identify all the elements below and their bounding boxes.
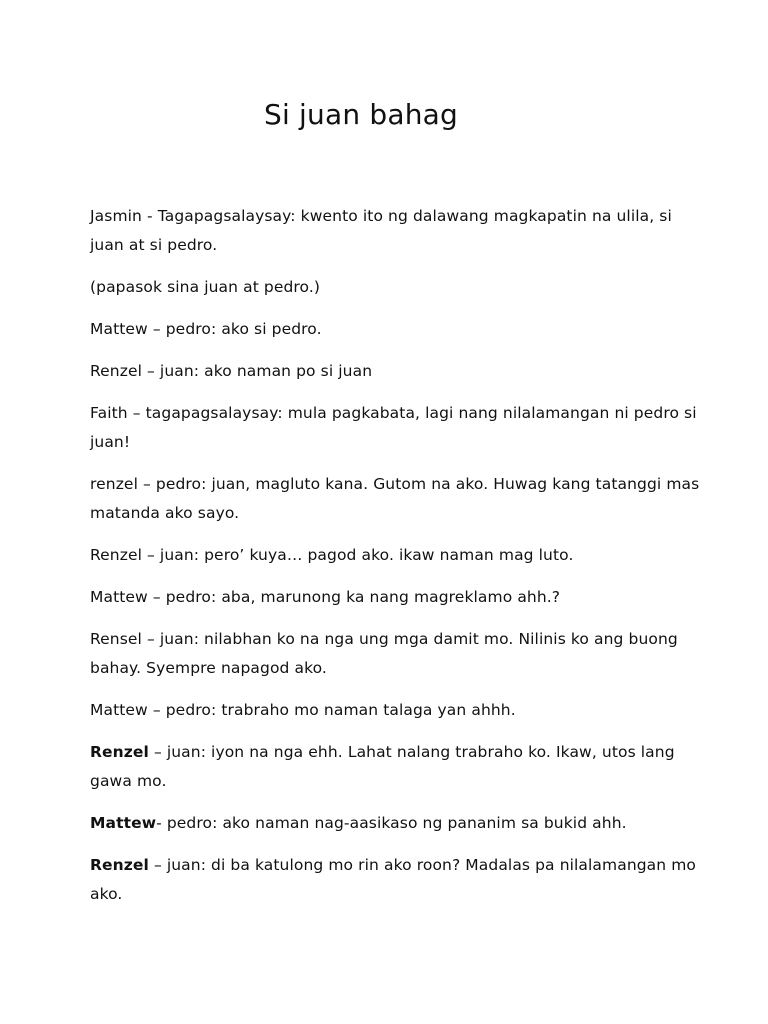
line-text: – juan: di ba katulong mo rin ako roon? Madalas pa nilalamangan mo ako.	[90, 856, 697, 903]
line-text: Mattew – pedro: aba, marunong ka nang magreklamo ahh.?	[90, 588, 561, 606]
speaker-name: Mattew	[90, 814, 157, 832]
line-text: Mattew – pedro: trabraho mo naman talaga yan ahhh.	[90, 701, 516, 719]
script-line	[90, 696, 700, 725]
script-line	[90, 399, 700, 457]
script-line	[90, 315, 700, 344]
line-text: Faith – tagapagsalaysay: mula pagkabata, lagi nang nilalamangan ni pedro si juan!	[90, 404, 697, 451]
script-line	[90, 809, 700, 838]
line-text: Mattew – pedro: ako si pedro.	[90, 320, 322, 338]
script-line	[90, 202, 700, 260]
stage-direction	[90, 273, 700, 302]
script-line	[90, 470, 700, 528]
line-text: Renzel – juan: pero’ kuya… pagod ako. ikaw naman mag luto.	[90, 546, 574, 564]
document-body	[90, 202, 700, 922]
speaker-name: Renzel	[90, 856, 149, 874]
line-text: – juan: iyon na nga ehh. Lahat nalang trabraho ko. Ikaw, utos lang gawa mo.	[90, 743, 675, 790]
line-text: (papasok sina juan at pedro.)	[90, 278, 321, 296]
line-text: - pedro: ako naman nag-aasikaso ng pananim sa bukid ahh.	[156, 814, 627, 832]
script-line	[90, 357, 700, 386]
document-title: Si juan bahag	[264, 98, 458, 131]
script-line	[90, 625, 700, 683]
script-line	[90, 583, 700, 612]
script-line	[90, 541, 700, 570]
script-line	[90, 851, 700, 909]
script-line	[90, 738, 700, 796]
line-text: renzel – pedro: juan, magluto kana. Gutom na ako. Huwag kang tatanggi mas matanda ako sayo.	[90, 475, 700, 522]
speaker-name: Renzel	[90, 743, 149, 761]
line-text: Renzel – juan: ako naman po si juan	[90, 362, 373, 380]
line-text: Rensel – juan: nilabhan ko na nga ung mga damit mo. Nilinis ko ang buong bahay. Syempre napagod ako.	[90, 630, 678, 677]
line-text: Jasmin - Tagapagsalaysay: kwento ito ng dalawang magkapatin na ulila, si juan at si pedro.	[90, 207, 672, 254]
